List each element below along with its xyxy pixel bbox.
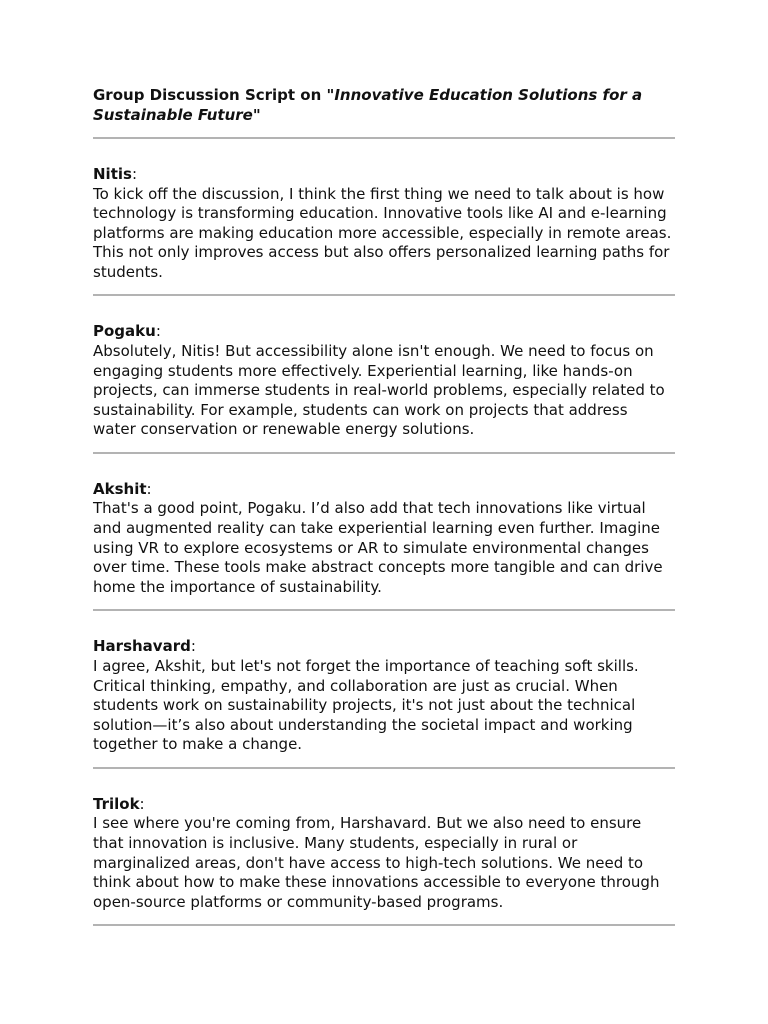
- dialogue-entry-trilok: [93, 795, 675, 926]
- speech-text: That's a good point, Pogaku. I’d also add that tech innovations like virtual and augmented reality can take experiential learning even further. Imagine using VR to explore ecosystems or AR to simulate environmental changes over time. These tools make abstract concepts more tangible and can drive home the importance of sustainability.: [93, 499, 663, 596]
- entry-divider: [93, 452, 675, 454]
- dialogue-entry-akshit: [93, 480, 675, 611]
- speech-text: I see where you're coming from, Harshavard. But we also need to ensure that innovation is inclusive. Many students, especially in rural or marginalized areas, don't have access to high-tech solutions. We need to think about how to make these innovations accessible to everyone through open-source platforms or community-based programs.: [93, 814, 660, 911]
- entry-divider: [93, 609, 675, 611]
- speaker-name: Nitis: [93, 165, 132, 183]
- speaker-colon: :: [190, 637, 196, 656]
- speech-text: I agree, Akshit, but let's not forget the importance of teaching soft skills. Critical thinking, empathy, and collaboration are just as crucial. When students work on sustainability projects, it's not just about the technical solution—it’s also about understanding the societal impact and working together to make a change.: [93, 656, 639, 754]
- speaker-colon: :: [139, 794, 145, 813]
- speaker-colon: :: [146, 479, 152, 498]
- document-page: [93, 86, 675, 926]
- dialogue-entry-nitis: [93, 165, 675, 296]
- dialogue-entry-harshavard: [93, 637, 675, 768]
- speaker-name: Trilok: [93, 794, 140, 813]
- title-suffix: ": [252, 105, 261, 124]
- speech-text: To kick off the discussion, I think the first thing we need to talk about is how technology is transforming education. Innovative tools like AI and e-learning platforms are making education more accessible, especially in remote areas. This not only improves access but also offers personalized learning paths for students.: [93, 184, 672, 281]
- title-prefix: Group Discussion Script on ": [93, 86, 335, 104]
- speech-text: Absolutely, Nitis! But accessibility alone isn't enough. We need to focus on engaging students more effectively. Experiential learning, like hands-on projects, can immerse students in real-world problems, especially related to sustainability. For example, students can work on projects that address water conservation or renewable energy solutions.: [93, 341, 665, 439]
- speaker-colon: :: [131, 165, 137, 183]
- entry-divider: [93, 294, 675, 296]
- speaker-line: [93, 480, 675, 500]
- entry-divider: [93, 767, 675, 769]
- dialogue-entry-pogaku: [93, 322, 675, 453]
- speaker-name: Pogaku: [93, 322, 156, 341]
- title-divider: [93, 137, 675, 139]
- speaker-line: [93, 637, 675, 657]
- speaker-line: [93, 165, 675, 185]
- title-topic: Innovative Education Solutions for a Sustainable Future: [93, 86, 643, 124]
- speaker-name: Harshavard: [93, 637, 191, 656]
- speaker-line: [93, 322, 675, 342]
- speaker-name: Akshit: [93, 479, 147, 498]
- entry-divider: [93, 924, 675, 926]
- document-title: [93, 86, 675, 125]
- speaker-colon: :: [155, 322, 161, 341]
- speaker-line: [93, 795, 675, 815]
